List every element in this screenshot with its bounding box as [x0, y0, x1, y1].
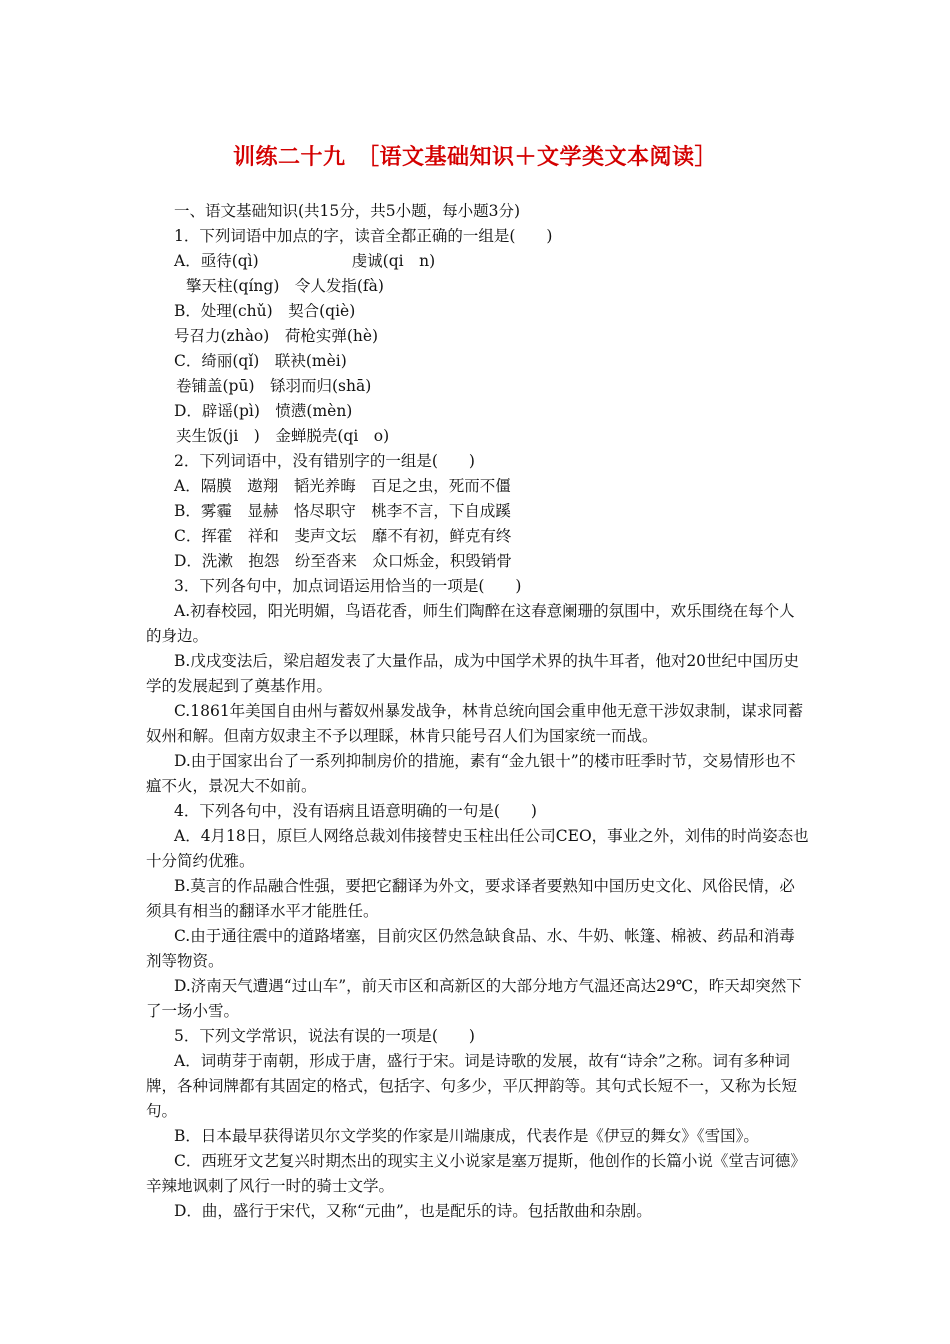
question-2-option-d: D．洗漱 抱怨 纷至沓来 众口烁金，积毁销骨 — [174, 552, 512, 570]
question-1-option-c-line2: 卷铺盖(pū) 铩羽而归(shā) — [176, 377, 372, 395]
question-5-stem: 5．下列文学常识，说法有误的一项是( ) — [174, 1027, 475, 1045]
question-1-option-d-line1: D．辟谣(pì) 愤懑(mèn) — [174, 402, 353, 420]
question-4-stem: 4．下列各句中，没有语病且语意明确的一句是( ) — [174, 802, 537, 820]
question-1-stem: 1．下列词语中加点的字，读音全都正确的一组是( ) — [174, 227, 553, 245]
question-1-option-c-line1: C．绮丽(qǐ) 联袂(mèi) — [174, 352, 347, 370]
question-5-option-b: B．日本最早获得诺贝尔文学奖的作家是川端康成，代表作是《伊豆的舞女》《雪国》。 — [174, 1127, 759, 1145]
question-2-option-c: C．挥霍 祥和 斐声文坛 靡不有初，鲜克有终 — [174, 527, 512, 545]
question-4-option-b: B.莫言的作品融合性强，要把它翻译为外文，要求译者要熟知中国历史文化、风俗民情，必须具有相当的翻译水平才能胜任。 — [146, 877, 795, 920]
question-3-option-a: A.初春校园，阳光明媚，鸟语花香，师生们陶醉在这春意阑珊的氛围中，欢乐围绕在每个人的身边。 — [146, 602, 795, 645]
section-heading: 一、语文基础知识(共15分，共5小题，每小题3分) — [174, 202, 521, 220]
question-4-option-a: A．4月18日，原巨人网络总裁刘伟接替史玉柱出任公司CEO，事业之外，刘伟的时尚姿态也十分简约优雅。 — [146, 827, 809, 870]
question-2-option-a: A．隔膜 遨翔 韬光养晦 百足之虫，死而不僵 — [174, 477, 511, 495]
question-4-option-c: C.由于通往震中的道路堵塞，目前灾区仍然急缺食品、水、牛奶、帐篷、棉被、药品和消毒剂等物资。 — [146, 927, 795, 970]
question-3-option-d: D.由于国家出台了一系列抑制房价的措施，素有“金九银十”的楼市旺季时节，交易情形也不瘟不火，景况大不如前。 — [146, 752, 796, 795]
question-5-option-d: D．曲，盛行于宋代，又称“元曲”，也是配乐的诗。包括散曲和杂剧。 — [174, 1202, 652, 1220]
question-3-option-c: C.1861年美国自由州与蓄奴州暴发战争，林肯总统向国会重申他无意干涉奴隶制，谋求同蓄奴州和解。但南方奴隶主不予以理睬，林肯只能号召人们为国家统一而战。 — [146, 702, 804, 745]
question-3-option-b: B.戊戌变法后，梁启超发表了大量作品，成为中国学术界的执牛耳者，他对20世纪中国历史学的发展起到了奠基作用。 — [146, 652, 800, 695]
question-5-option-a: A．词萌芽于南朝，形成于唐，盛行于宋。词是诗歌的发展，故有“诗余”之称。词有多种词牌，各种词牌都有其固定的格式，包括字、句多少，平仄押韵等。其句式长短不一，又称为长短句。 — [146, 1052, 798, 1120]
question-4-option-d: D.济南天气遭遇“过山车”，前天市区和高新区的大部分地方气温还高达29℃，昨天却突然下了一场小雪。 — [146, 977, 802, 1020]
question-5-option-c: C．西班牙文艺复兴时期杰出的现实主义小说家是塞万提斯，他创作的长篇小说《堂吉诃德》辛辣地讽刺了风行一时的骑士文学。 — [146, 1152, 806, 1195]
question-1-option-a-line1: A．亟待(qì) 虔诚(qi n) — [174, 252, 436, 270]
question-2-option-b: B．雾霾 显赫 恪尽职守 桃李不言，下自成蹊 — [174, 502, 511, 520]
question-3-stem: 3．下列各句中，加点词语运用恰当的一项是( ) — [174, 577, 522, 595]
document-body — [146, 199, 810, 1224]
question-1-option-b-line1: B．处理(chǔ) 契合(qiè) — [174, 302, 356, 320]
question-1-option-a-line2: 擎天柱(qíng) 令人发指(fà) — [186, 277, 384, 295]
question-1-option-d-line2: 夹生饭(ji ) 金蝉脱壳(qi o) — [176, 427, 390, 445]
question-1-option-b-line2: 号召力(zhào) 荷枪实弹(hè) — [174, 327, 379, 345]
page-title: 训练二十九 ［语文基础知识＋文学类文本阅读］ — [232, 144, 717, 170]
question-2-stem: 2．下列词语中，没有错别字的一组是( ) — [174, 452, 475, 470]
